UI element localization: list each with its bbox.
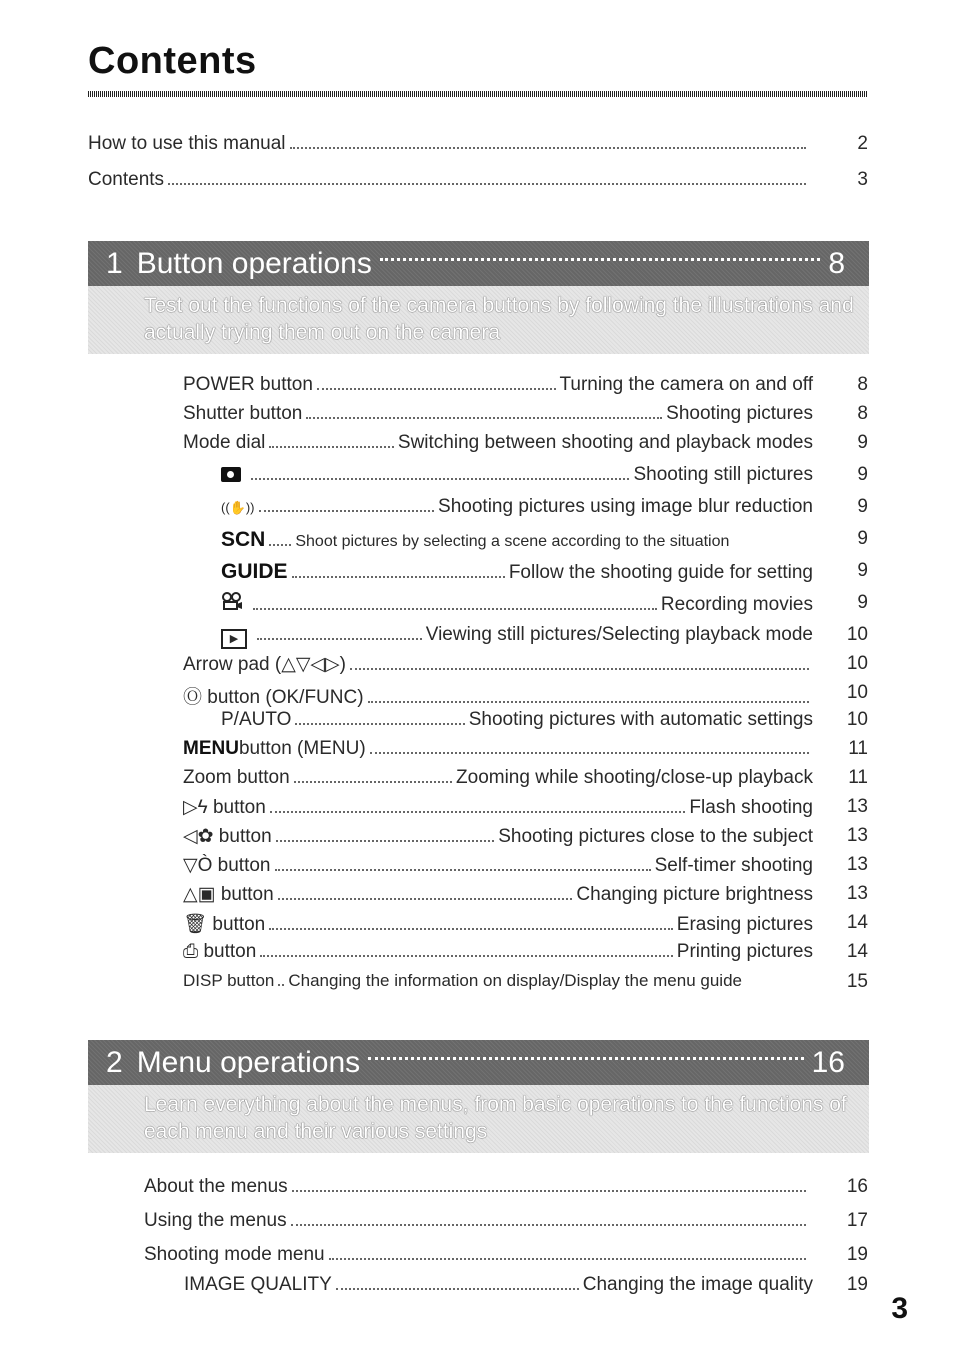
toc-entry-page: 13 <box>846 854 868 875</box>
toc-entry-label: Zoom button <box>183 767 290 788</box>
toc-entry-desc: Shoot pictures by selecting a scene according to the situation <box>295 533 730 550</box>
toc-entry-page: 17 <box>846 1210 868 1231</box>
toc-entry-desc: Self-timer shooting <box>654 855 813 876</box>
toc-entry-label: Arrow pad (△▽◁▷) <box>183 654 346 675</box>
title-rule <box>88 91 868 97</box>
toc-entry-page: 9 <box>857 560 868 581</box>
flash-button-label: ▷ϟ button <box>183 797 266 818</box>
page-title: Contents <box>88 40 257 82</box>
leader-dots <box>278 898 573 900</box>
toc-entry[interactable] <box>221 709 813 731</box>
toc-entry-page: 13 <box>846 796 868 817</box>
toc-entry-desc: Switching between shooting and playback modes <box>397 432 813 453</box>
leader-dots <box>336 1288 579 1290</box>
toc-entry-label: Shooting mode menu <box>144 1244 325 1265</box>
section-description: Test out the functions of the camera buttons by following the illustrations and actually trying them out on the camera <box>144 294 854 344</box>
toc-entry-label: About the menus <box>144 1176 288 1197</box>
leader-dots <box>292 576 505 578</box>
toc-entry-page: 3 <box>857 169 868 190</box>
section-1-description-box <box>88 286 869 354</box>
toc-entry-label: Mode dial <box>183 432 266 453</box>
toc-entry-desc: Printing pictures <box>676 941 813 962</box>
toc-entry[interactable] <box>183 767 813 789</box>
camera-icon <box>221 467 241 482</box>
toc-entry[interactable] <box>183 883 813 906</box>
leader-dots <box>269 446 394 448</box>
toc-entry-desc: Shooting pictures with automatic settings <box>468 709 813 730</box>
leader-dots <box>368 701 809 703</box>
toc-entry[interactable] <box>221 464 813 486</box>
toc-entry-desc: Shooting pictures using image blur reduction <box>438 496 813 517</box>
macro-button-label: ◁✿ button <box>183 826 272 847</box>
toc-entry[interactable] <box>183 682 813 709</box>
toc-entry[interactable] <box>183 796 813 819</box>
image-stabilization-icon: ((✋)) <box>221 500 255 515</box>
section-description: Learn everything about the menus, from basic operations to the functions of each menu and their various settings <box>144 1093 847 1143</box>
leader-dots <box>291 1224 806 1226</box>
toc-entry-label: Ⓞ button (OK/FUNC) <box>183 687 364 708</box>
leader-dots <box>290 147 807 149</box>
toc-entry-label: IMAGE QUALITY <box>184 1274 332 1295</box>
toc-entry[interactable] <box>221 624 813 647</box>
toc-entry-page: 19 <box>846 1274 868 1295</box>
toc-entry[interactable] <box>221 528 813 552</box>
toc-entry-page: 11 <box>848 738 868 759</box>
toc-entry[interactable] <box>221 560 813 584</box>
toc-entry-label: How to use this manual <box>88 133 286 154</box>
section-page: 8 <box>828 246 845 280</box>
leader-dots <box>370 752 809 754</box>
section-title: Menu operations <box>136 1045 361 1079</box>
toc-entry-page: 10 <box>846 653 868 674</box>
toc-entry-page: 9 <box>857 496 868 517</box>
toc-entry-page: 19 <box>846 1244 868 1265</box>
toc-entry-desc: Viewing still pictures/Selecting playback mode <box>425 624 813 645</box>
toc-entry-label: Using the menus <box>144 1210 287 1231</box>
toc-entry-page: 14 <box>846 941 868 962</box>
toc-entry-desc: Recording movies <box>660 594 813 615</box>
leader-dots <box>275 869 651 871</box>
section-number: 1 <box>106 246 123 280</box>
leader-dots <box>260 955 672 957</box>
leader-dots <box>257 638 422 640</box>
leader-dots <box>329 1258 806 1260</box>
menu-icon: MENU <box>183 738 239 759</box>
toc-entry[interactable] <box>144 1210 810 1232</box>
toc-entry[interactable] <box>221 496 813 518</box>
leader-dots <box>350 668 809 670</box>
toc-entry[interactable] <box>184 1274 813 1296</box>
toc-entry[interactable] <box>183 825 813 848</box>
toc-entry-page: 9 <box>857 528 868 549</box>
toc-entry-desc: Changing the image quality <box>582 1274 813 1295</box>
leader-dots <box>306 417 662 419</box>
toc-entry[interactable] <box>183 432 813 454</box>
toc-entry-label: Shutter button <box>183 403 303 424</box>
toc-entry-page: 14 <box>846 912 868 933</box>
section-2-description-box <box>88 1085 869 1153</box>
leader-dots <box>295 723 464 725</box>
leader-dots <box>269 928 673 930</box>
toc-entry[interactable] <box>183 653 813 676</box>
toc-entry-page: 13 <box>846 883 868 904</box>
erase-button-label: 🗑 button <box>183 914 266 935</box>
toc-entry-page: 9 <box>857 592 868 613</box>
leader-dots <box>317 388 556 390</box>
leader-dots <box>253 608 657 610</box>
leader-dots <box>269 544 291 546</box>
disp-button-label: DISP button <box>183 971 275 990</box>
toc-entry-desc: Changing the information on display/Display the menu guide <box>288 971 742 990</box>
section-title: Button operations <box>136 246 372 280</box>
toc-entry[interactable] <box>221 592 813 616</box>
toc-entry[interactable] <box>183 738 813 760</box>
toc-entry[interactable] <box>88 169 810 191</box>
toc-entry[interactable] <box>183 941 813 963</box>
leader-dots <box>270 811 686 813</box>
exposure-button-label: △▣ button <box>183 884 274 905</box>
section-2-band[interactable] <box>88 1040 869 1153</box>
toc-entry[interactable] <box>183 403 813 425</box>
leader-dots <box>168 183 806 185</box>
leader-dots <box>380 258 820 261</box>
leader-dots <box>251 478 629 480</box>
toc-entry-label: button (MENU) <box>238 738 366 759</box>
playback-icon: ▶ <box>221 629 247 649</box>
toc-entry-label: Contents <box>88 169 165 190</box>
toc-entry[interactable] <box>144 1176 810 1198</box>
toc-entry-desc: Turning the camera on and off <box>559 374 813 395</box>
section-1-header <box>88 241 869 286</box>
toc-entry[interactable] <box>183 374 813 396</box>
guide-icon: GUIDE <box>221 560 288 583</box>
section-1-band[interactable] <box>88 241 869 354</box>
self-timer-button-label: ▽Ò button <box>183 855 271 876</box>
toc-entry-page: 10 <box>846 709 868 730</box>
toc-entry-desc: Zooming while shooting/close-up playback <box>456 767 813 788</box>
toc-entry[interactable] <box>183 971 813 991</box>
toc-entry-page: 8 <box>857 374 868 395</box>
page-number: 3 <box>891 1292 908 1325</box>
toc-entry-page: 9 <box>857 432 868 453</box>
toc-entry[interactable] <box>183 854 813 877</box>
toc-entry-page: 11 <box>848 767 868 788</box>
toc-entry[interactable] <box>144 1244 810 1266</box>
leader-dots <box>278 984 284 986</box>
toc-entry-desc: Shooting pictures <box>666 403 813 424</box>
leader-dots <box>259 510 435 512</box>
toc-entry-desc: Flash shooting <box>689 797 813 818</box>
toc-entry-label: POWER button <box>183 374 313 395</box>
toc-entry-desc: Changing picture brightness <box>576 884 813 905</box>
section-2-header <box>88 1040 869 1085</box>
toc-entry[interactable] <box>88 133 810 155</box>
leader-dots <box>292 1190 806 1192</box>
section-page: 16 <box>811 1045 845 1079</box>
toc-entry-page: 2 <box>857 133 868 154</box>
toc-entry-desc: Shooting still pictures <box>633 464 813 485</box>
toc-entry-page: 10 <box>846 624 868 645</box>
scn-icon: SCN <box>221 528 266 551</box>
toc-entry-desc: Shooting pictures close to the subject <box>498 826 813 847</box>
toc-entry-desc: Erasing pictures <box>676 914 813 935</box>
toc-entry-page: 15 <box>846 971 868 992</box>
toc-entry-page: 9 <box>857 464 868 485</box>
leader-dots <box>294 781 452 783</box>
toc-entry-page: 13 <box>846 825 868 846</box>
toc-entry-page: 16 <box>846 1176 868 1197</box>
toc-entry[interactable] <box>183 912 813 936</box>
toc-entry-page: 8 <box>857 403 868 424</box>
toc-entry-label: P/AUTO <box>221 709 292 730</box>
movie-icon <box>221 592 243 616</box>
section-number: 2 <box>106 1045 123 1079</box>
leader-dots <box>276 840 495 842</box>
toc-entry-page: 10 <box>846 682 868 703</box>
print-button-label: ⎙ button <box>183 941 257 962</box>
toc-entry-desc: Follow the shooting guide for setting <box>508 562 813 583</box>
leader-dots <box>368 1057 803 1060</box>
